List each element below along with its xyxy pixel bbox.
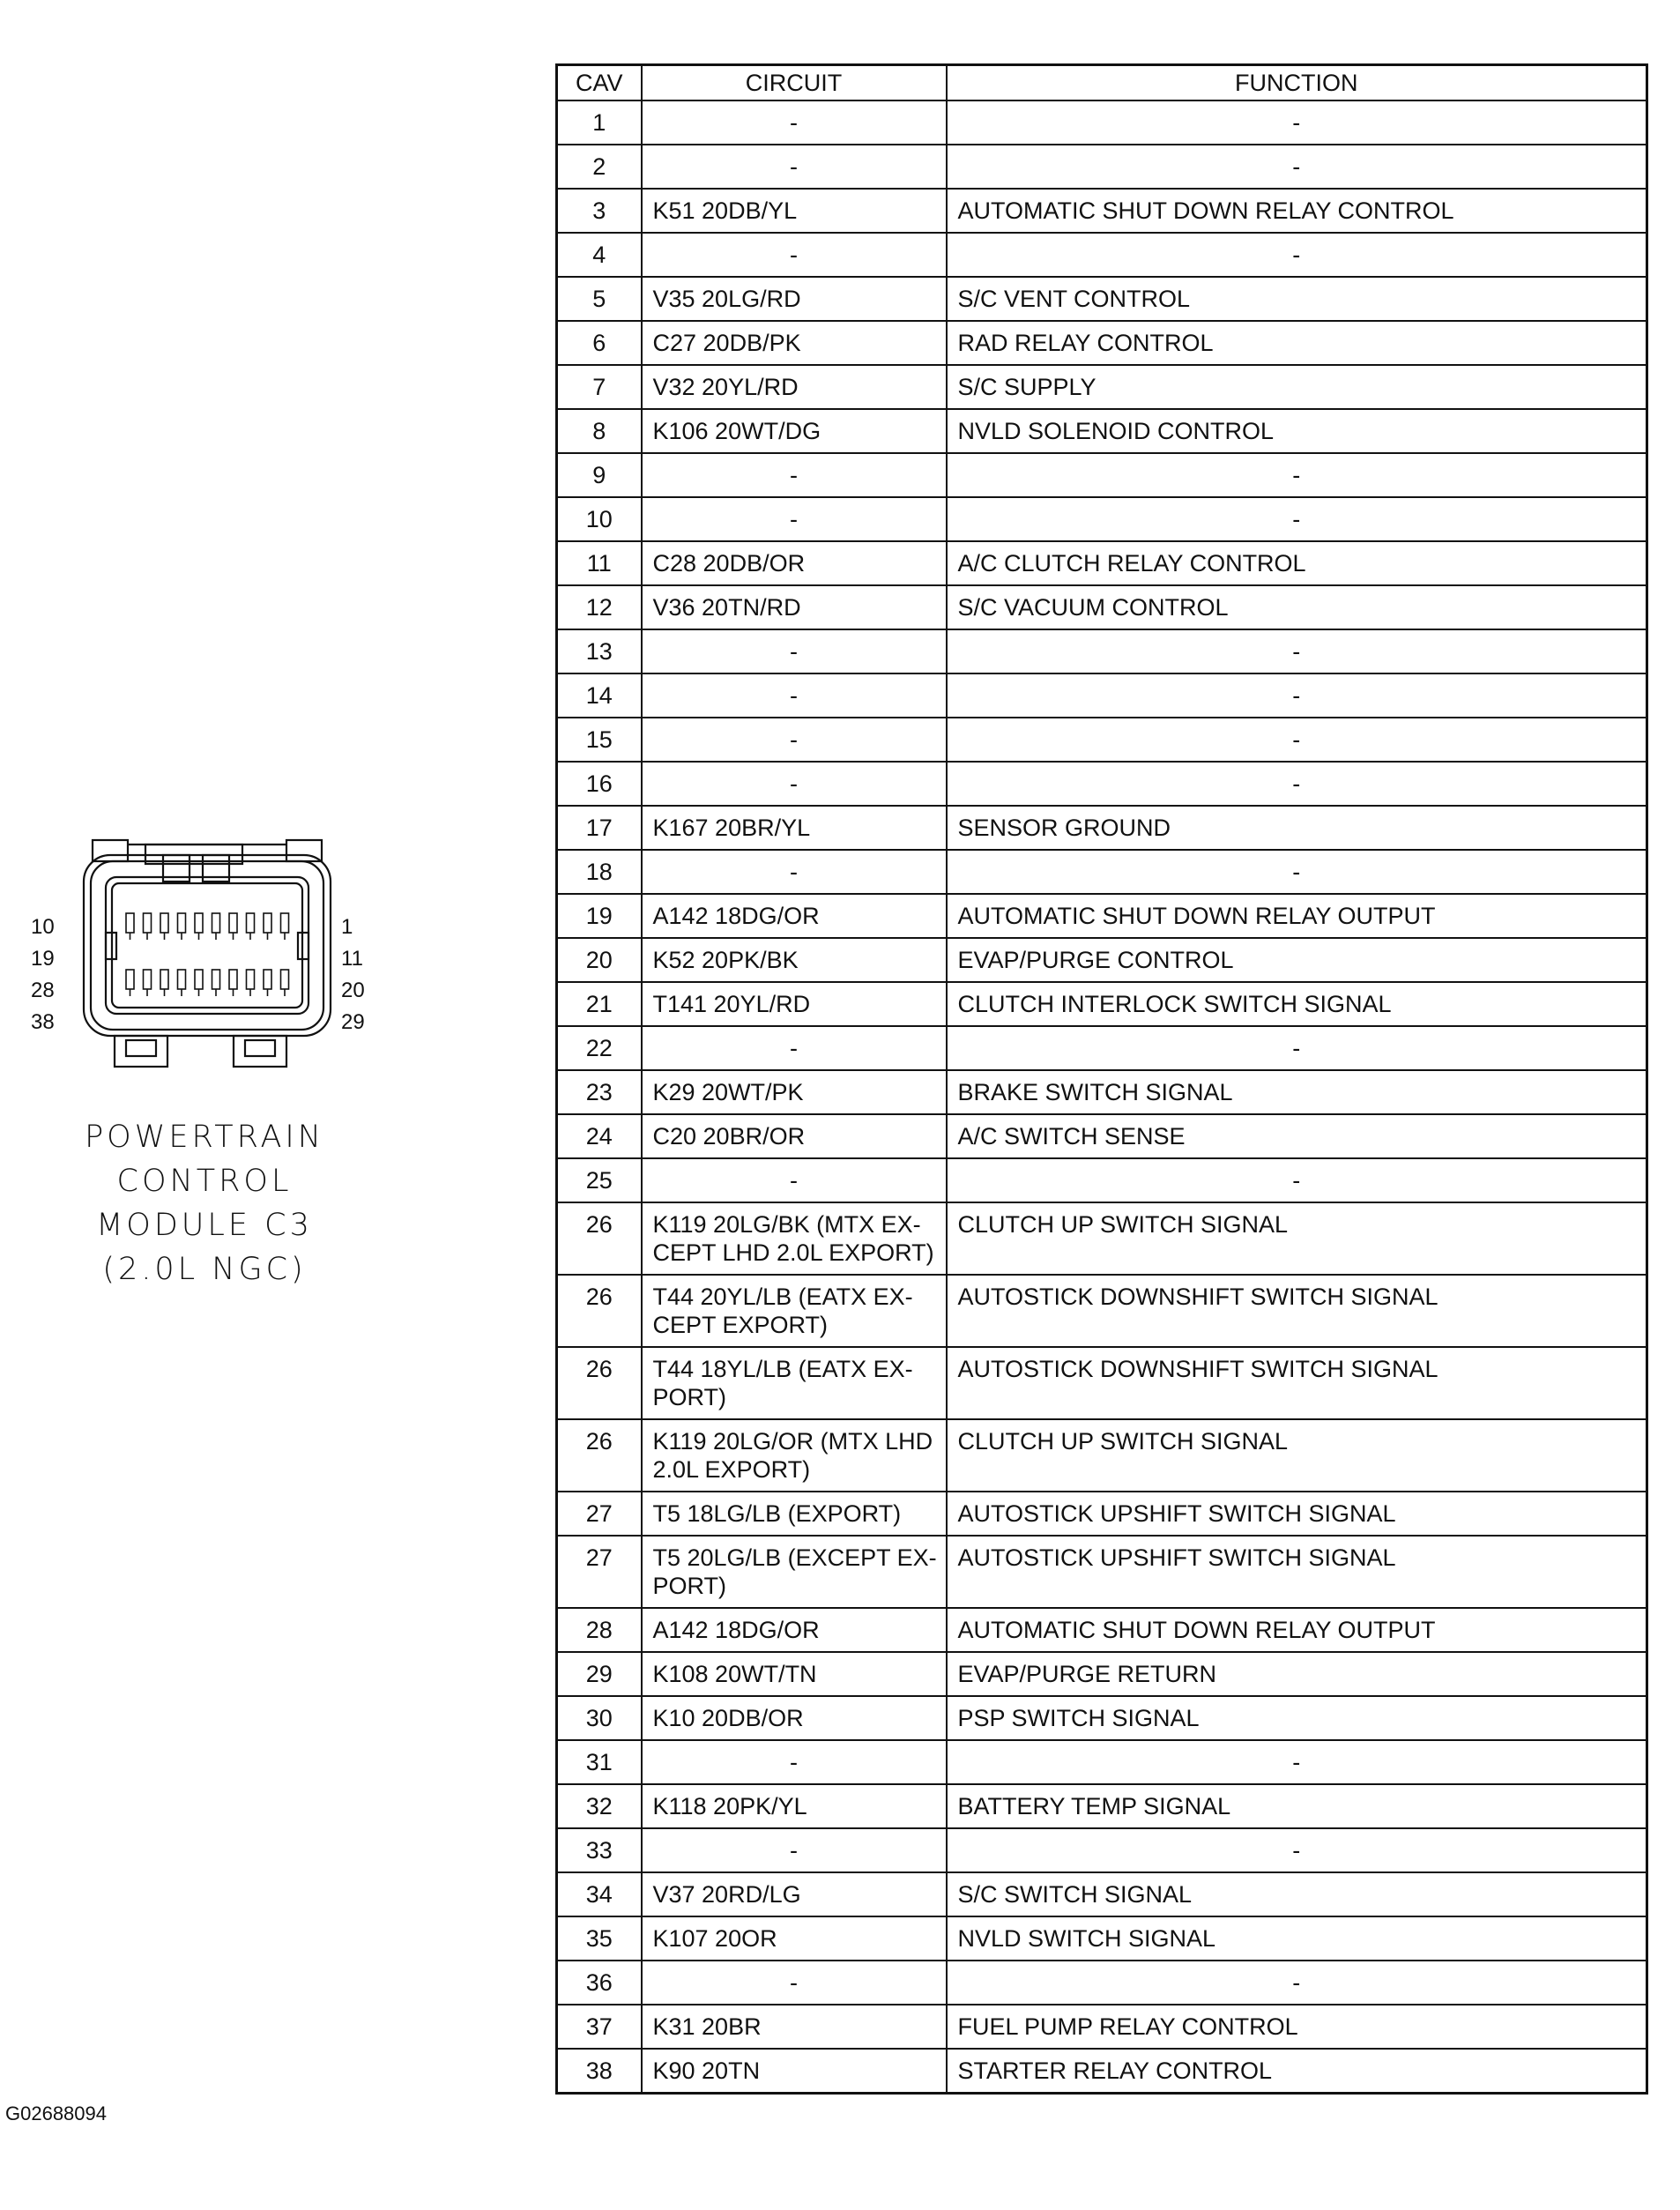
function-cell: - bbox=[947, 673, 1647, 718]
function-cell: AUTOMATIC SHUT DOWN RELAY OUTPUT bbox=[947, 894, 1647, 938]
function-cell: - bbox=[947, 497, 1647, 541]
table-row bbox=[557, 1536, 1647, 1608]
connector-diagram bbox=[22, 829, 366, 1120]
circuit-cell: - bbox=[642, 100, 947, 145]
cav-cell: 22 bbox=[557, 1026, 642, 1070]
header-circuit: CIRCUIT bbox=[642, 65, 947, 101]
circuit-cell: T141 20YL/RD bbox=[642, 982, 947, 1026]
table-row bbox=[557, 762, 1647, 806]
cav-cell: 19 bbox=[557, 894, 642, 938]
circuit-cell: - bbox=[642, 1740, 947, 1784]
function-cell: CLUTCH UP SWITCH SIGNAL bbox=[947, 1419, 1647, 1492]
connector-pin bbox=[247, 970, 255, 989]
function-cell: FUEL PUMP RELAY CONTROL bbox=[947, 2005, 1647, 2049]
table-row bbox=[557, 1828, 1647, 1872]
circuit-cell: T44 18YL/LB (EATX EX- PORT) bbox=[642, 1347, 947, 1419]
circuit-cell: K108 20WT/TN bbox=[642, 1652, 947, 1696]
table-row bbox=[557, 2005, 1647, 2049]
function-cell: BRAKE SWITCH SIGNAL bbox=[947, 1070, 1647, 1114]
connector-pin bbox=[126, 970, 134, 989]
cav-cell: 26 bbox=[557, 1275, 642, 1347]
cav-cell: 8 bbox=[557, 409, 642, 453]
circuit-cell: T5 20LG/LB (EXCEPT EX- PORT) bbox=[642, 1536, 947, 1608]
table-row bbox=[557, 982, 1647, 1026]
pin-label-38: 38 bbox=[31, 1010, 55, 1034]
circuit-cell: K118 20PK/YL bbox=[642, 1784, 947, 1828]
cav-cell: 13 bbox=[557, 629, 642, 673]
circuit-cell: - bbox=[642, 145, 947, 189]
function-cell: AUTOSTICK UPSHIFT SWITCH SIGNAL bbox=[947, 1536, 1647, 1608]
table-row bbox=[557, 629, 1647, 673]
cav-cell: 15 bbox=[557, 718, 642, 762]
cav-cell: 9 bbox=[557, 453, 642, 497]
function-cell: BATTERY TEMP SIGNAL bbox=[947, 1784, 1647, 1828]
pin-label-1: 1 bbox=[341, 915, 353, 939]
cav-cell: 36 bbox=[557, 1961, 642, 2005]
cav-cell: 38 bbox=[557, 2049, 642, 2094]
connector-pin bbox=[160, 913, 168, 933]
circuit-cell: K90 20TN bbox=[642, 2049, 947, 2094]
cav-cell: 18 bbox=[557, 850, 642, 894]
table-row bbox=[557, 806, 1647, 850]
table-row bbox=[557, 100, 1647, 145]
function-cell: - bbox=[947, 629, 1647, 673]
cav-cell: 26 bbox=[557, 1347, 642, 1419]
table-row bbox=[557, 541, 1647, 585]
circuit-cell: - bbox=[642, 1828, 947, 1872]
table-row bbox=[557, 1608, 1647, 1652]
function-cell: SENSOR GROUND bbox=[947, 806, 1647, 850]
connector-pin bbox=[281, 913, 289, 933]
pin-label-28: 28 bbox=[31, 979, 55, 1002]
table-row bbox=[557, 1696, 1647, 1740]
function-cell: S/C VACUUM CONTROL bbox=[947, 585, 1647, 629]
connector-pin bbox=[160, 970, 168, 989]
connector-pin bbox=[144, 970, 152, 989]
cav-cell: 26 bbox=[557, 1202, 642, 1275]
table-row bbox=[557, 1492, 1647, 1536]
function-cell: CLUTCH UP SWITCH SIGNAL bbox=[947, 1202, 1647, 1275]
circuit-cell: K107 20OR bbox=[642, 1916, 947, 1961]
function-cell: NVLD SOLENOID CONTROL bbox=[947, 409, 1647, 453]
cav-cell: 35 bbox=[557, 1916, 642, 1961]
function-cell: PSP SWITCH SIGNAL bbox=[947, 1696, 1647, 1740]
circuit-cell: K10 20DB/OR bbox=[642, 1696, 947, 1740]
table-row bbox=[557, 189, 1647, 233]
circuit-cell: K167 20BR/YL bbox=[642, 806, 947, 850]
pin-label-29: 29 bbox=[341, 1010, 365, 1034]
table-row bbox=[557, 718, 1647, 762]
function-cell: AUTOSTICK UPSHIFT SWITCH SIGNAL bbox=[947, 1492, 1647, 1536]
connector-pin bbox=[195, 913, 203, 933]
header-function: FUNCTION bbox=[947, 65, 1647, 101]
table-row bbox=[557, 1158, 1647, 1202]
function-cell: CLUTCH INTERLOCK SWITCH SIGNAL bbox=[947, 982, 1647, 1026]
table-row bbox=[557, 1347, 1647, 1419]
cav-cell: 33 bbox=[557, 1828, 642, 1872]
cav-cell: 6 bbox=[557, 321, 642, 365]
table-row bbox=[557, 850, 1647, 894]
table-row bbox=[557, 497, 1647, 541]
cav-cell: 20 bbox=[557, 938, 642, 982]
connector-pin bbox=[247, 913, 255, 933]
cav-cell: 32 bbox=[557, 1784, 642, 1828]
circuit-cell: K31 20BR bbox=[642, 2005, 947, 2049]
table-row bbox=[557, 1202, 1647, 1275]
circuit-cell: K51 20DB/YL bbox=[642, 189, 947, 233]
circuit-cell: V36 20TN/RD bbox=[642, 585, 947, 629]
function-cell: AUTOMATIC SHUT DOWN RELAY CONTROL bbox=[947, 189, 1647, 233]
function-cell: - bbox=[947, 233, 1647, 277]
circuit-cell: T44 20YL/LB (EATX EX- CEPT EXPORT) bbox=[642, 1275, 947, 1347]
function-cell: A/C CLUTCH RELAY CONTROL bbox=[947, 541, 1647, 585]
cav-cell: 37 bbox=[557, 2005, 642, 2049]
function-cell: RAD RELAY CONTROL bbox=[947, 321, 1647, 365]
cav-cell: 1 bbox=[557, 100, 642, 145]
circuit-cell: - bbox=[642, 673, 947, 718]
connector-pin bbox=[212, 970, 220, 989]
circuit-cell: - bbox=[642, 1961, 947, 2005]
pin-label-11: 11 bbox=[341, 947, 363, 971]
circuit-cell: - bbox=[642, 453, 947, 497]
cav-cell: 27 bbox=[557, 1536, 642, 1608]
cav-cell: 2 bbox=[557, 145, 642, 189]
cav-cell: 23 bbox=[557, 1070, 642, 1114]
function-cell: - bbox=[947, 718, 1647, 762]
cav-cell: 28 bbox=[557, 1608, 642, 1652]
circuit-cell: C20 20BR/OR bbox=[642, 1114, 947, 1158]
connector-pin bbox=[144, 913, 152, 933]
circuit-cell: K106 20WT/DG bbox=[642, 409, 947, 453]
function-cell: AUTOSTICK DOWNSHIFT SWITCH SIGNAL bbox=[947, 1347, 1647, 1419]
table-row bbox=[557, 1784, 1647, 1828]
pin-label-20: 20 bbox=[341, 979, 365, 1002]
circuit-cell: A142 18DG/OR bbox=[642, 894, 947, 938]
function-cell: - bbox=[947, 1158, 1647, 1202]
circuit-cell: K52 20PK/BK bbox=[642, 938, 947, 982]
function-cell: STARTER RELAY CONTROL bbox=[947, 2049, 1647, 2094]
function-cell: - bbox=[947, 100, 1647, 145]
cav-cell: 11 bbox=[557, 541, 642, 585]
cav-cell: 29 bbox=[557, 1652, 642, 1696]
circuit-cell: T5 18LG/LB (EXPORT) bbox=[642, 1492, 947, 1536]
pin-label-19: 19 bbox=[31, 947, 55, 971]
table-row bbox=[557, 673, 1647, 718]
caption-line-3: MODULE C3 bbox=[96, 1208, 313, 1243]
table-row bbox=[557, 1740, 1647, 1784]
circuit-cell: - bbox=[642, 233, 947, 277]
connector-pin bbox=[212, 913, 220, 933]
function-cell: S/C SUPPLY bbox=[947, 365, 1647, 409]
table-row bbox=[557, 938, 1647, 982]
cav-cell: 31 bbox=[557, 1740, 642, 1784]
table-row bbox=[557, 2049, 1647, 2094]
function-cell: - bbox=[947, 850, 1647, 894]
cav-cell: 14 bbox=[557, 673, 642, 718]
function-cell: EVAP/PURGE CONTROL bbox=[947, 938, 1647, 982]
figure-id: G02688094 bbox=[5, 2102, 107, 2124]
cav-cell: 12 bbox=[557, 585, 642, 629]
circuit-cell: A142 18DG/OR bbox=[642, 1608, 947, 1652]
caption-line-1: POWERTRAIN bbox=[85, 1120, 324, 1155]
connector-pin bbox=[264, 970, 271, 989]
table-body bbox=[557, 100, 1647, 2094]
cav-cell: 25 bbox=[557, 1158, 642, 1202]
circuit-cell: V37 20RD/LG bbox=[642, 1872, 947, 1916]
cav-cell: 30 bbox=[557, 1696, 642, 1740]
connector-pin bbox=[178, 913, 186, 933]
circuit-cell: K29 20WT/PK bbox=[642, 1070, 947, 1114]
table-row bbox=[557, 1872, 1647, 1916]
circuit-cell: V35 20LG/RD bbox=[642, 277, 947, 321]
circuit-cell: - bbox=[642, 629, 947, 673]
cav-cell: 4 bbox=[557, 233, 642, 277]
cav-cell: 5 bbox=[557, 277, 642, 321]
function-cell: - bbox=[947, 1961, 1647, 2005]
connector-pin bbox=[281, 970, 289, 989]
caption-line-4: (2.0L NGC) bbox=[102, 1252, 307, 1287]
circuit-cell: C27 20DB/PK bbox=[642, 321, 947, 365]
table-row bbox=[557, 365, 1647, 409]
header-cav: CAV bbox=[557, 65, 642, 101]
function-cell: - bbox=[947, 1026, 1647, 1070]
cav-cell: 27 bbox=[557, 1492, 642, 1536]
table-row bbox=[557, 1026, 1647, 1070]
circuit-cell: - bbox=[642, 1158, 947, 1202]
table-header-row bbox=[557, 65, 1647, 101]
table-row bbox=[557, 453, 1647, 497]
connector-pin bbox=[229, 970, 237, 989]
table-row bbox=[557, 321, 1647, 365]
circuit-cell: - bbox=[642, 850, 947, 894]
cav-cell: 16 bbox=[557, 762, 642, 806]
function-cell: NVLD SWITCH SIGNAL bbox=[947, 1916, 1647, 1961]
table-row bbox=[557, 1961, 1647, 2005]
connector-pin bbox=[178, 970, 186, 989]
function-cell: AUTOSTICK DOWNSHIFT SWITCH SIGNAL bbox=[947, 1275, 1647, 1347]
caption-line-2: CONTROL bbox=[116, 1164, 293, 1199]
connector-caption bbox=[55, 1115, 354, 1291]
table-row bbox=[557, 145, 1647, 189]
function-cell: - bbox=[947, 1740, 1647, 1784]
table-row bbox=[557, 585, 1647, 629]
table-row bbox=[557, 1070, 1647, 1114]
circuit-cell: - bbox=[642, 718, 947, 762]
circuit-cell: V32 20YL/RD bbox=[642, 365, 947, 409]
pinout-table bbox=[555, 63, 1648, 2095]
cav-cell: 10 bbox=[557, 497, 642, 541]
cav-cell: 7 bbox=[557, 365, 642, 409]
function-cell: - bbox=[947, 453, 1647, 497]
circuit-cell: - bbox=[642, 762, 947, 806]
cav-cell: 21 bbox=[557, 982, 642, 1026]
cav-cell: 17 bbox=[557, 806, 642, 850]
connector-face-drawing bbox=[22, 829, 366, 1120]
circuit-cell: C28 20DB/OR bbox=[642, 541, 947, 585]
cav-cell: 3 bbox=[557, 189, 642, 233]
cav-cell: 26 bbox=[557, 1419, 642, 1492]
table-row bbox=[557, 1652, 1647, 1696]
table-row bbox=[557, 1419, 1647, 1492]
function-cell: EVAP/PURGE RETURN bbox=[947, 1652, 1647, 1696]
connector-pin bbox=[229, 913, 237, 933]
cav-cell: 34 bbox=[557, 1872, 642, 1916]
table-row bbox=[557, 1916, 1647, 1961]
connector-pin bbox=[195, 970, 203, 989]
function-cell: S/C VENT CONTROL bbox=[947, 277, 1647, 321]
connector-pin bbox=[264, 913, 271, 933]
circuit-cell: - bbox=[642, 497, 947, 541]
connector-pin bbox=[126, 913, 134, 933]
table-row bbox=[557, 233, 1647, 277]
function-cell: AUTOMATIC SHUT DOWN RELAY OUTPUT bbox=[947, 1608, 1647, 1652]
table-row bbox=[557, 894, 1647, 938]
circuit-cell: - bbox=[642, 1026, 947, 1070]
circuit-cell: K119 20LG/OR (MTX LHD 2.0L EXPORT) bbox=[642, 1419, 947, 1492]
function-cell: S/C SWITCH SIGNAL bbox=[947, 1872, 1647, 1916]
circuit-cell: K119 20LG/BK (MTX EX- CEPT LHD 2.0L EXPORT) bbox=[642, 1202, 947, 1275]
pin-label-10: 10 bbox=[31, 915, 55, 939]
table-row bbox=[557, 409, 1647, 453]
function-cell: - bbox=[947, 1828, 1647, 1872]
function-cell: - bbox=[947, 145, 1647, 189]
table-row bbox=[557, 277, 1647, 321]
function-cell: - bbox=[947, 762, 1647, 806]
function-cell: A/C SWITCH SENSE bbox=[947, 1114, 1647, 1158]
cav-cell: 24 bbox=[557, 1114, 642, 1158]
table-row bbox=[557, 1275, 1647, 1347]
table-row bbox=[557, 1114, 1647, 1158]
